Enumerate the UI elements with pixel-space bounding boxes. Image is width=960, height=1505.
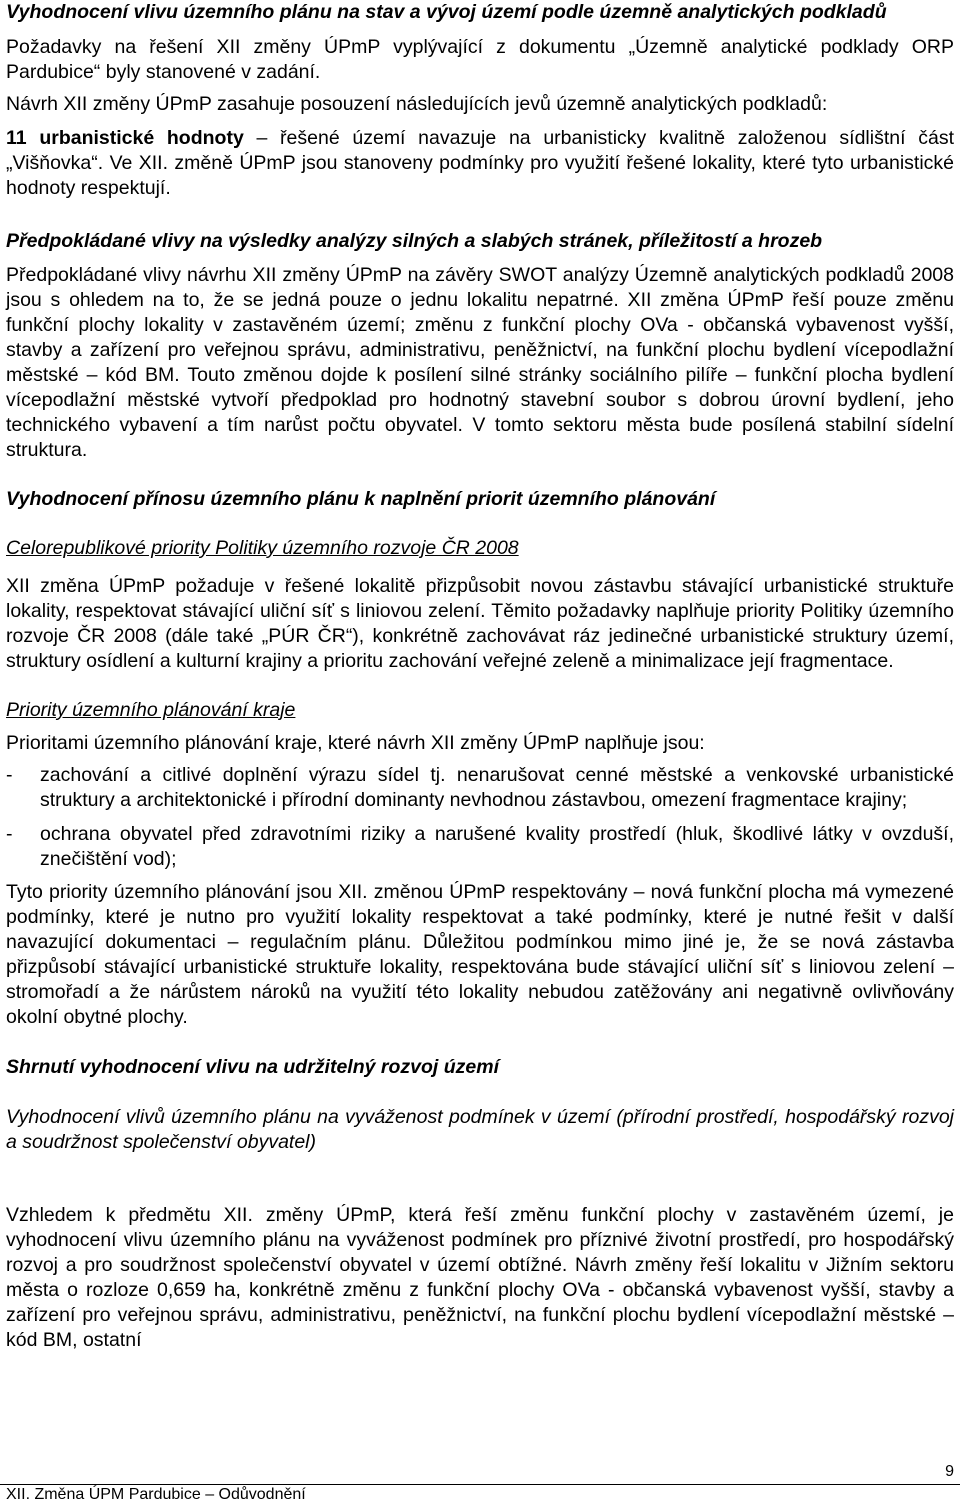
urban-values-text: – řešené území navazuje na urbanisticky kvalitně založenou sídlištní část „Višňovka“. Ve XII. změně ÚPmP jsou stanoveny podmínky pro využití řešené lokality, které tyto urbanistické hodnoty respektují. bbox=[6, 127, 954, 199]
priority-item-text: zachování a citlivé doplnění výrazu sídel tj. nenarušovat cenné městské a venkovské urbanistické struktury a architektonické i přírodní dominanty nevhodnou zástavbou, omezení fragmentace krajiny; bbox=[40, 764, 954, 811]
paragraph-uap-requirements: Požadavky na řešení XII změny ÚPmP vyplývající z dokumentu „Územně analytické podklady ORP Pardubice“ byly stanovené v zadání. bbox=[6, 36, 954, 83]
priority-list-item bbox=[6, 822, 954, 872]
footer-title: XII. Změna ÚPM Pardubice – Odůvodnění bbox=[6, 1486, 306, 1503]
paragraph-priorities-respected: Tyto priority územního plánování jsou XII. změnou ÚPmP respektovány – nová funkční plocha má vymezené podmínky, které je nutno pro využití lokality respektovat a také podmínky, které je nutné řešit v další navazující dokumentaci – regulačním plánu. Důležitou podmínkou mimo jiné je, že se nová zástavba přizpůsobí stávající urbanistické struktuře lokality, respektována bude stávající uliční síť s liniovou zelení – stromořadí a že nárůstem nároků na využití této lokality nebudou zatěžovány ani negativně ovlivňovány okolní obytné plochy. bbox=[6, 881, 954, 1028]
section-heading-priorities: Vyhodnocení přínosu územního plánu k naplnění priorit územního plánování bbox=[6, 488, 716, 510]
paragraph-balance-evaluation: Vzhledem k předmětu XII. změny ÚPmP, která řeší změnu funkční plochy v zastavěném území, je vyhodnocení vlivu územního plánu na vyváženost podmínek pro příznivé životní prostředí, pro hospodářský rozvoj a pro soudržnost společenství obyvatel v území obtížné. Návrh změny řeší lokalitu v Jižním sektoru města o rozloze 0,659 ha, konkrétně změnu z funkční plochy OVa - občanská vybavenost vyšší, stavby a zařízení pro veřejnou správu, administrativu, peněžnictví, na funkční plochu bydlení vícepodlažní městské – kód BM, ostatní bbox=[6, 1204, 954, 1351]
section-heading-swot: Předpokládané vlivy na výsledky analýzy silných a slabých stránek, příležitostí a hrozeb bbox=[6, 230, 823, 252]
paragraph-urban-values bbox=[6, 126, 954, 201]
subheading-regional-priorities: Priority územního plánování kraje bbox=[6, 699, 296, 721]
list-dash: - bbox=[6, 764, 13, 786]
subheading-balance-evaluation: Vyhodnocení vlivů územního plánu na vyváženost podmínek v území (přírodní prostředí, hospodářský rozvoj a soudržnost společenství obyvatel) bbox=[6, 1106, 954, 1153]
page-number: 9 bbox=[945, 1463, 954, 1480]
document-page bbox=[6, 0, 954, 1353]
section-heading-uap: Vyhodnocení vlivu územního plánu na stav a vývoj území podle územně analytických podkladů bbox=[6, 1, 887, 23]
priority-list-item bbox=[6, 763, 954, 813]
priority-list bbox=[6, 763, 954, 872]
list-dash: - bbox=[6, 823, 13, 845]
paragraph-uap-phenomena: Návrh XII změny ÚPmP zasahuje posouzení následujících jevů územně analytických podkladů: bbox=[6, 93, 828, 115]
section-heading-summary: Shrnutí vyhodnocení vlivu na udržitelný rozvoj území bbox=[6, 1056, 499, 1078]
paragraph-national-priorities: XII změna ÚPmP požaduje v řešené lokalitě přizpůsobit novou zástavbu stávající urbanistické struktuře lokality, respektovat stávající uliční síť s liniovou zelení. Těmito požadavky naplňuje priority Politiky územního rozvoje ČR 2008 (dále také „PÚR ČR“), konkrétně zachovávat ráz jedinečné urbanistické struktury území, struktury osídlení a kulturní krajiny a prioritu zachování veřejné zeleně a minimalizace její fragmentace. bbox=[6, 575, 954, 672]
priority-item-text: ochrana obyvatel před zdravotními riziky a narušené kvality prostředí (hluk, škodlivé látky v ovzduší, znečištění vod); bbox=[40, 823, 954, 870]
subheading-national-priorities: Celorepublikové priority Politiky územního rozvoje ČR 2008 bbox=[6, 537, 519, 559]
paragraph-regional-intro: Prioritami územního plánování kraje, které návrh XII změny ÚPmP naplňuje jsou: bbox=[6, 732, 705, 754]
urban-values-term: 11 urbanistické hodnoty bbox=[6, 127, 244, 149]
paragraph-swot-effects: Předpokládané vlivy návrhu XII změny ÚPmP na závěry SWOT analýzy Územně analytických podkladů 2008 jsou s ohledem na to, že se jedná pouze o jednu lokalitu nepatrné. XII změna ÚPmP řeší pouze změnu funkční plochy lokality v zastavěném území; změnu z funkční plochy OVa - občanská vybavenost vyšší, stavby a zařízení pro veřejnou správu, administrativu, peněžnictví, na funkční plochu bydlení vícepodlažní městské – kód BM. Touto změnou dojde k posílení silné stránky sociálního pilíře – funkční plocha bydlení vícepodlažní městské vytvoří předpoklad pro hodnotný stavební soubor s dobrou úrovní bydlení, jeho technického vybavení a tím narůst počtu obyvatel. V tomto sektoru města bude posílená stabilní sídelní struktura. bbox=[6, 264, 954, 461]
